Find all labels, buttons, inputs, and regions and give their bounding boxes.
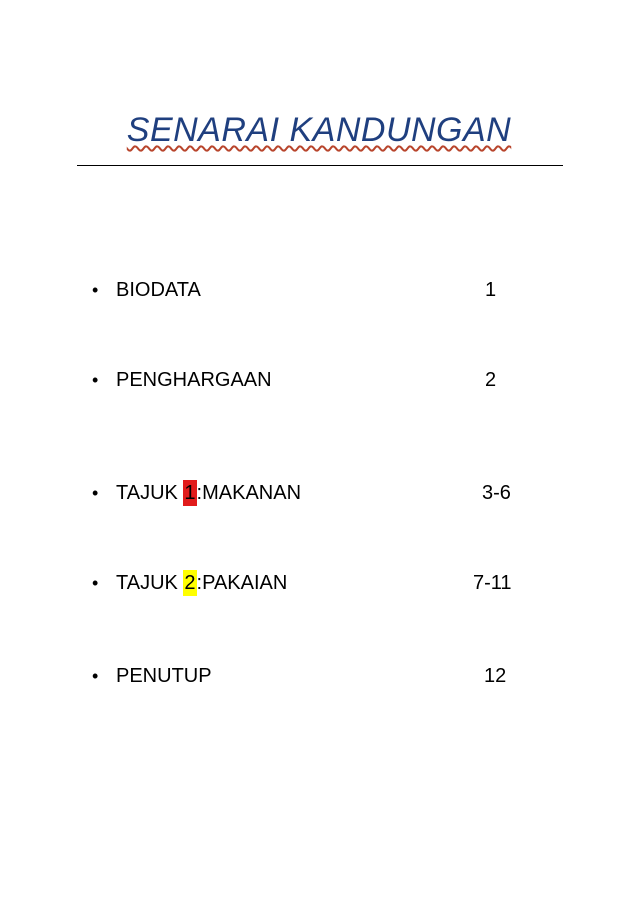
toc-item-biodata [92, 275, 562, 305]
bullet-icon: • [92, 483, 99, 503]
bullet-icon: • [92, 370, 99, 390]
toc-label-prefix: TAJUK [116, 482, 184, 504]
toc-item-label [116, 568, 287, 598]
toc-label-suffix: :MAKANAN [196, 482, 302, 504]
toc-item-penutup [92, 661, 562, 691]
toc-item-label: BIODATA [116, 279, 201, 301]
toc-item-tajuk-1 [92, 478, 562, 508]
title-divider [77, 165, 563, 166]
bullet-icon: • [92, 666, 99, 686]
toc-label-prefix: TAJUK [116, 572, 184, 594]
toc-item-tajuk-2 [92, 568, 562, 598]
toc-item-page: 2 [485, 369, 497, 391]
toc-item-page: 12 [484, 665, 507, 687]
highlight-number: 2 [184, 572, 196, 594]
toc-item-page: 1 [485, 279, 497, 301]
toc-item-page: 3-6 [482, 482, 511, 504]
toc-item-label [116, 478, 301, 508]
toc-label-suffix: :PAKAIAN [196, 572, 288, 594]
bullet-icon: • [92, 573, 99, 593]
toc-item-label: PENUTUP [116, 665, 212, 687]
highlight-number: 1 [184, 482, 196, 504]
bullet-icon: • [92, 280, 99, 300]
page-title: SENARAI KANDUNGAN [126, 111, 512, 149]
toc-item-label: PENGHARGAAN [116, 369, 272, 391]
toc-item-penghargaan [92, 365, 562, 395]
toc-item-page: 7-11 [473, 572, 512, 594]
